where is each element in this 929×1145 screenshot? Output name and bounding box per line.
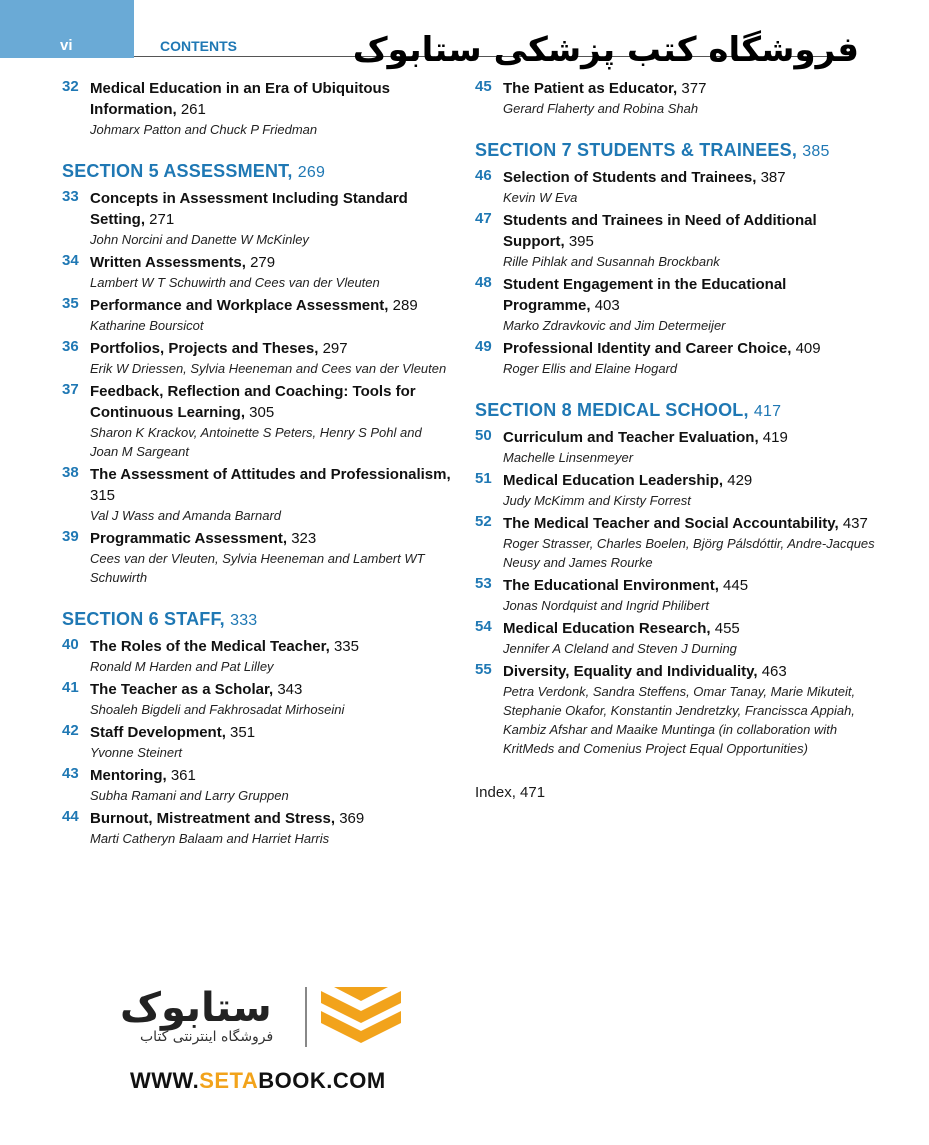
section-title-text: SECTION 5 ASSESSMENT, [62,161,293,181]
chapter-number: 38 [62,464,79,481]
chapter-authors: Erik W Driessen, Sylvia Heeneman and Cees van der Vleuten [90,361,447,376]
chapter-title [503,513,875,534]
chapter-number: 35 [62,295,79,312]
chapter-authors: Katharine Boursicot [90,318,204,333]
chapter-authors: Subha Ramani and Larry Gruppen [90,788,289,803]
chapter-title-text: Students and Trainees in Need of Additional Support, [503,212,817,250]
chapter-authors: John Norcini and Danette W McKinley [90,232,309,247]
chapter-title [503,78,875,99]
chapter-title-text: Burnout, Mistreatment and Stress, [90,810,336,827]
chapter-title-text: Performance and Workplace Assessment, [90,297,389,314]
chapter-title-text: The Roles of the Medical Teacher, [90,638,330,655]
chapter-authors: Petra Verdonk, Sandra Steffens, Omar Tanay, Marie Mikuteit, Stephanie Okafor, Konstantin Jendretzky, Francissca Appiah, Kambiz Afshar and Maaike Muntinga (in collaboration with KritMeds and Comenius Project Equal Opportunities) [503,684,856,756]
chapter-authors: Yvonne Steinert [90,745,183,760]
chapter-title [503,427,875,448]
chapter-authors: Judy McKimm and Kirsty Forrest [503,493,691,508]
chapter-page: 403 [594,297,620,314]
chapter-number: 42 [62,722,79,739]
chapter-number: 54 [475,618,492,635]
chapter-page: 437 [842,515,868,532]
chapter-number: 49 [475,338,492,355]
section-page: 333 [230,612,258,629]
chapter-authors: Machelle Linsenmeyer [503,450,634,465]
chapter-number: 45 [475,78,492,95]
chapter-title-text: The Assessment of Attitudes and Professionalism, [90,466,451,483]
chapter-title-text: Medical Education Leadership, [503,472,724,489]
chapter-title-text: The Medical Teacher and Social Accountability, [503,515,839,532]
chapter-number: 41 [62,679,79,696]
toc-entry [62,295,452,335]
chapter-title [503,661,875,682]
toc-entry [475,661,875,758]
chapter-number: 36 [62,338,79,355]
toc-entry [475,618,875,658]
toc-entry [62,338,452,378]
chapter-number: 51 [475,470,492,487]
chapter-title-text: Concepts in Assessment Including Standard Setting, [90,190,408,228]
chapter-page: 395 [568,233,594,250]
chapter-title-text: Feedback, Reflection and Coaching: Tools for Continuous Learning, [90,383,416,421]
toc-entry [62,808,452,848]
chapter-authors: Marko Zdravkovic and Jim Determeijer [503,318,726,333]
chapter-page: 315 [90,487,116,504]
left-column [62,78,452,851]
chapter-authors: Val J Wass and Amanda Barnard [90,508,282,523]
book-stack-icon [316,985,406,1051]
chapter-title-text: Student Engagement in the Educational Programme, [503,276,787,314]
chapter-page: 323 [291,530,317,547]
chapter-number: 53 [475,575,492,592]
chapter-authors: Sharon K Krackov, Antoinette S Peters, Henry S Pohl and Joan M Sargeant [90,425,422,459]
section-title-text: SECTION 7 STUDENTS & TRAINEES, [475,140,798,160]
chapter-title-text: The Teacher as a Scholar, [90,681,274,698]
chapter-title [90,252,452,273]
chapter-number: 32 [62,78,79,95]
chapter-title-text: The Patient as Educator, [503,80,678,97]
chapter-title [503,618,875,639]
logo-subtitle: فروشگاه اینترنتی کتاب [140,1029,274,1045]
chapter-page: 455 [714,620,740,637]
entry-list [62,78,452,139]
section-6-title [62,609,452,630]
chapter-authors: Cees van der Vleuten, Sylvia Heeneman and Lambert WT Schuwirth [90,551,425,585]
toc-entry [62,252,452,292]
section-page: 417 [753,403,782,420]
chapter-title [90,808,452,829]
toc-entry [62,722,452,762]
chapter-title [90,78,452,120]
chapter-title-text: Staff Development, [90,724,226,741]
toc-entry [475,427,875,467]
chapter-page: 261 [180,101,206,118]
entry-list [62,636,452,848]
chapter-page: 279 [250,254,276,271]
toc-entry [475,513,875,572]
entry-list [475,167,875,378]
chapter-title [503,575,875,596]
toc-entry [475,575,875,615]
chapter-number: 48 [475,274,492,291]
section-title-text: SECTION 8 MEDICAL SCHOOL, [475,400,749,420]
section-page: 385 [802,143,830,160]
shop-banner: فروشگاه کتب پزشکی ستابوک [352,30,859,70]
chapter-page: 297 [322,340,348,357]
chapter-page: 271 [149,211,175,228]
chapter-page: 369 [339,810,365,827]
chapter-title-text: Medical Education in an Era of Ubiquitous Information, [90,80,391,118]
chapter-title-text: Curriculum and Teacher Evaluation, [503,429,759,446]
website-url[interactable] [130,1068,386,1094]
chapter-title [503,470,875,491]
page-number: vi [60,37,73,54]
toc-entry [62,765,452,805]
chapter-title [90,464,452,506]
toc-entry [62,679,452,719]
chapter-authors: Rille Pihlak and Susannah Brockbank [503,254,720,269]
chapter-number: 44 [62,808,79,825]
chapter-title [503,210,875,252]
section-5-title [62,161,452,182]
chapter-title-text: The Educational Environment, [503,577,719,594]
toc-entry [62,636,452,676]
toc-entry [475,470,875,510]
chapter-title [503,274,875,316]
chapter-page: 409 [795,340,821,357]
chapter-title-text: Selection of Students and Trainees, [503,169,757,186]
chapter-number: 34 [62,252,79,269]
chapter-title [90,765,452,786]
chapter-page: 419 [762,429,788,446]
chapter-authors: Marti Catheryn Balaam and Harriet Harris [90,831,330,846]
chapter-title [503,167,875,188]
chapter-page: 463 [761,663,787,680]
toc-entry [475,274,875,335]
running-head: CONTENTS [160,38,237,54]
chapter-title [90,722,452,743]
chapter-title-text: Mentoring, [90,767,167,784]
chapter-authors: Kevin W Eva [503,190,578,205]
chapter-authors: Ronald M Harden and Pat Lilley [90,659,274,674]
section-title-text: SECTION 6 STAFF, [62,609,225,629]
url-part: WWW. [130,1068,200,1093]
toc-entry [62,188,452,249]
entry-list [62,188,452,587]
chapter-authors: Roger Strasser, Charles Boelen, Björg Pálsdóttir, Andre-Jacques Neusy and James Rourke [503,536,875,570]
chapter-title-text: Professional Identity and Career Choice, [503,340,792,357]
url-accent: SETA [199,1068,259,1093]
chapter-page: 335 [333,638,359,655]
chapter-number: 39 [62,528,79,545]
chapter-number: 52 [475,513,492,530]
chapter-title [90,679,452,700]
section-8-title [475,400,875,421]
chapter-number: 47 [475,210,492,227]
toc-entry [475,338,875,378]
chapter-number: 40 [62,636,79,653]
chapter-page: 429 [727,472,753,489]
chapter-title [90,381,452,423]
chapter-page: 305 [249,404,275,421]
chapter-page: 387 [760,169,786,186]
chapter-title-text: Medical Education Research, [503,620,711,637]
toc-entry [475,210,875,271]
chapter-title [90,528,452,549]
toc-entry [62,464,452,525]
chapter-title [90,636,452,657]
entry-list [475,427,875,758]
setabook-logo [120,985,420,1055]
chapter-authors: Jonas Nordquist and Ingrid Philibert [503,598,709,613]
toc-entry [62,78,452,139]
chapter-title-text: Diversity, Equality and Individuality, [503,663,758,680]
section-page: 269 [297,164,326,181]
chapter-authors: Shoaleh Bigdeli and Fakhrosadat Mirhoseini [90,702,345,717]
chapter-number: 37 [62,381,79,398]
chapter-page: 361 [170,767,196,784]
right-column [475,78,875,801]
chapter-page: 289 [392,297,418,314]
chapter-authors: Lambert W T Schuwirth and Cees van der Vleuten [90,275,380,290]
chapter-number: 33 [62,188,79,205]
chapter-page: 343 [277,681,303,698]
section-7-title [475,140,875,161]
chapter-title [90,338,452,359]
toc-entry [62,381,452,461]
chapter-page: 445 [723,577,749,594]
chapter-authors: Roger Ellis and Elaine Hogard [503,361,678,376]
chapter-title-text: Portfolios, Projects and Theses, [90,340,319,357]
chapter-authors: Jennifer A Cleland and Steven J Durning [503,641,737,656]
chapter-number: 46 [475,167,492,184]
toc-entry [62,528,452,587]
chapter-title [503,338,875,359]
url-part: BOOK.COM [258,1068,386,1093]
entry-list [475,78,875,118]
chapter-page: 351 [230,724,256,741]
chapter-title [90,295,452,316]
chapter-authors: Gerard Flaherty and Robina Shah [503,101,699,116]
chapter-title [90,188,452,230]
toc-entry [475,167,875,207]
chapter-number: 43 [62,765,79,782]
logo-word: ستابوک [120,985,272,1031]
logo-divider [305,987,307,1047]
chapter-authors: Johmarx Patton and Chuck P Friedman [90,122,318,137]
index-entry: Index, 471 [475,784,546,801]
chapter-title-text: Written Assessments, [90,254,246,271]
toc-entry [475,78,875,118]
chapter-number: 55 [475,661,492,678]
chapter-page: 377 [681,80,707,97]
chapter-number: 50 [475,427,492,444]
chapter-title-text: Programmatic Assessment, [90,530,288,547]
